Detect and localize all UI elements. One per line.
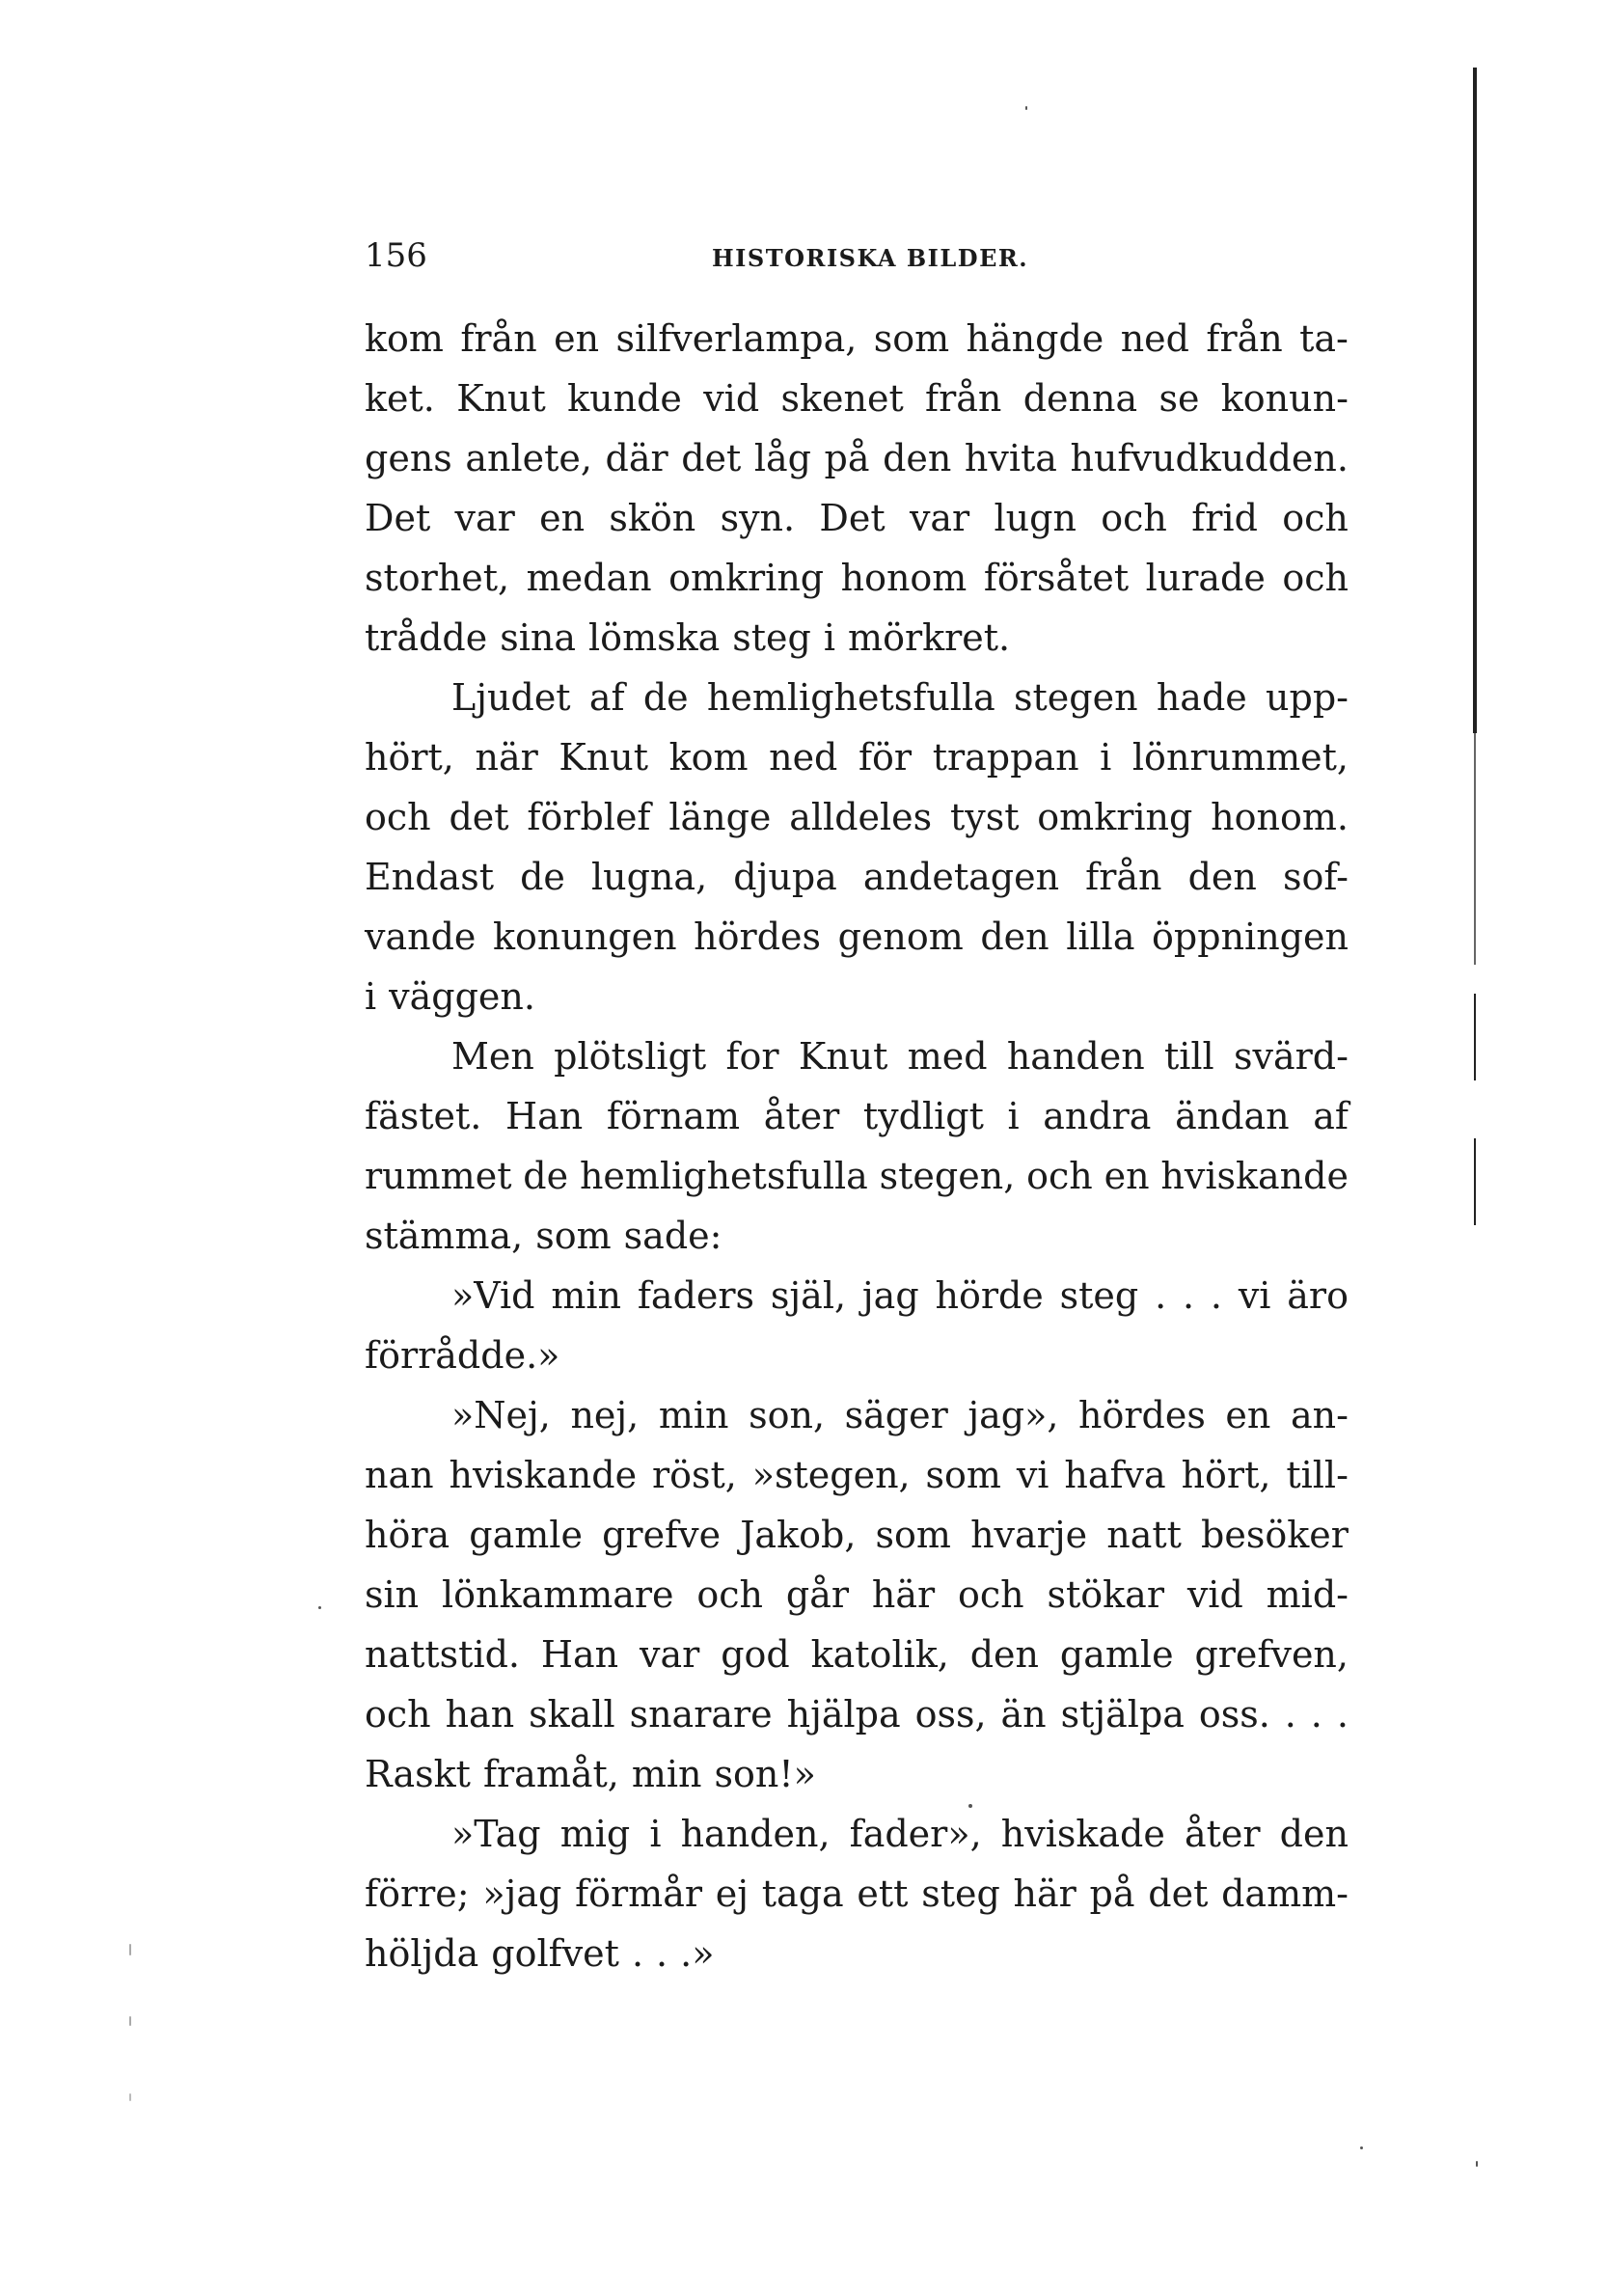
text-line: Men plötsligt for Knut med handen till svärd- <box>451 1035 1349 1078</box>
scan-edge-line <box>1474 1138 1476 1225</box>
page-number: 156 <box>365 236 427 275</box>
text-line: kom från en silfverlampa, som hängde ned från ta- <box>365 317 1349 360</box>
page-header <box>365 236 1349 275</box>
text-line: vande konungen hördes genom den lilla öppningen <box>365 916 1349 958</box>
text-line: Raskt framåt, min son!» <box>365 1753 816 1795</box>
text-line: Det var en skön syn. Det var lugn och frid och <box>365 497 1349 539</box>
scan-edge-line <box>1474 994 1476 1080</box>
text-line: hört, när Knut kom ned för trappan i lönrummet, <box>365 736 1349 779</box>
text-line: fästet. Han förnam åter tydligt i andra ändan af <box>365 1095 1349 1137</box>
text-line: stämma, som sade: <box>365 1215 722 1257</box>
scan-speck <box>318 1606 321 1609</box>
scan-edge-line <box>1474 733 1476 965</box>
text-line: »Vid min faders själ, jag hörde steg . . . vi äro <box>451 1274 1349 1317</box>
text-line: förrådde.» <box>365 1334 560 1377</box>
text-line: förre; »jag förmår ej taga ett steg här på det damm- <box>365 1872 1349 1915</box>
text-line: nan hviskande röst, »stegen, som vi hafva hört, till- <box>365 1454 1349 1496</box>
scan-edge-line <box>1473 68 1477 733</box>
scan-speck <box>1360 2146 1363 2149</box>
text-line: Endast de lugna, djupa andetagen från den sof- <box>365 856 1349 898</box>
text-line: trådde sina lömska steg i mörkret. <box>365 616 1011 659</box>
scan-speck <box>968 1804 972 1808</box>
scan-speck <box>129 1944 131 1955</box>
text-line: nattstid. Han var god katolik, den gamle grefven, <box>365 1633 1349 1676</box>
scan-speck <box>129 2016 131 2026</box>
scan-speck <box>129 2093 131 2101</box>
text-line: höra gamle grefve Jakob, som hvarje natt besöker <box>365 1514 1349 1556</box>
text-line: sin lönkammare och går här och stökar vid mid- <box>365 1573 1349 1616</box>
text-line: Ljudet af de hemlighetsfulla stegen hade upp- <box>451 676 1349 719</box>
text-line: höljda golfvet . . .» <box>365 1932 715 1975</box>
text-line: i väggen. <box>365 975 535 1018</box>
text-line: ket. Knut kunde vid skenet från denna se konun- <box>365 377 1349 420</box>
text-line: gens anlete, där det låg på den hvita hufvudkudden. <box>365 437 1349 479</box>
text-line: »Tag mig i handen, fader», hviskade åter den <box>451 1813 1349 1855</box>
text-line: och han skall snarare hjälpa oss, än stjälpa oss. . . . <box>365 1693 1349 1736</box>
text-line: rummet de hemlighetsfulla stegen, och en hviskande <box>365 1155 1349 1197</box>
text-line: storhet, medan omkring honom försåtet lurade och <box>365 557 1349 599</box>
scan-speck <box>1476 2161 1478 2167</box>
text-line: »Nej, nej, min son, säger jag», hördes en an- <box>451 1394 1349 1436</box>
running-head: HISTORISKA BILDER. <box>712 244 1029 272</box>
body-text <box>365 309 1349 1983</box>
text-line: och det förblef länge alldeles tyst omkring honom. <box>365 796 1349 838</box>
scan-speck <box>1025 106 1027 110</box>
